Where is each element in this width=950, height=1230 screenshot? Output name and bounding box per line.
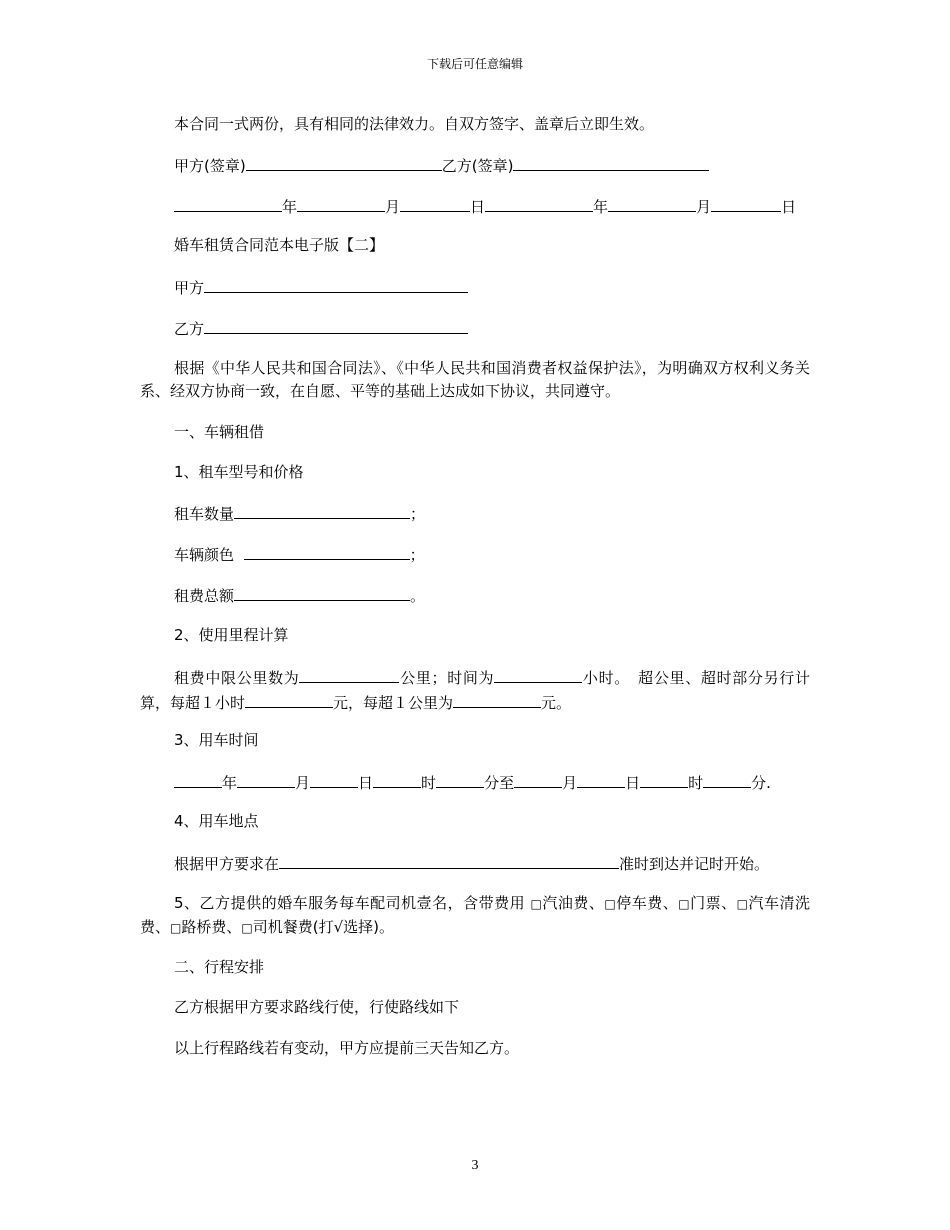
- time-year-label: 年: [222, 774, 238, 792]
- party-a-signature-blank: [246, 153, 442, 171]
- item-1-title: 1、租车型号和价格: [174, 463, 304, 481]
- section-2-title: 二、行程安排: [174, 958, 265, 976]
- rent-quantity-end: ；: [410, 505, 426, 523]
- wash-checkbox-icon: □: [736, 897, 749, 911]
- location-text-a: 根据甲方要求在: [174, 855, 280, 873]
- time-minute2-label: 分.: [751, 774, 771, 792]
- fuel-fee-label: 汽油费、: [542, 894, 605, 912]
- toll-checkbox-icon: □: [170, 921, 182, 935]
- party-a-signature-label: 甲方(签章): [174, 157, 246, 175]
- section-title: 婚车租赁合同范本电子版【二】: [174, 236, 385, 254]
- rent-quantity-label: 租车数量: [174, 505, 235, 523]
- mileage-text-e: 元。: [541, 694, 572, 712]
- intro-paragraph: 根据《中华人民共和国合同法》、《中华人民共和国消费者权益保护法》，为明确双方权利义务关系、经双方协商一致，在自愿、平等的基础上达成如下协议，共同遵守。: [140, 359, 810, 400]
- date-row: [174, 194, 810, 219]
- year-label-2: 年: [593, 198, 609, 216]
- item-3-title: 3、用车时间: [174, 731, 259, 749]
- services-paragraph: [140, 892, 810, 940]
- rent-quantity-row: [174, 501, 810, 526]
- year-blank-2: [485, 194, 593, 212]
- time-day2-label: 日: [625, 774, 641, 792]
- month-blank: [297, 194, 385, 212]
- year-blank: [174, 194, 282, 212]
- time-day-blank: [310, 770, 358, 788]
- meal-checkbox-icon: □: [241, 921, 253, 935]
- party-a-label: 甲方: [174, 279, 205, 297]
- car-color-end: ；: [409, 546, 425, 564]
- mileage-text-d: 元，每超１公里为: [333, 694, 454, 712]
- route-change-text: 以上行程路线若有变动，甲方应提前三天告知乙方。: [174, 1039, 520, 1057]
- extra-hour-fee-blank: [245, 690, 333, 708]
- time-month-label: 月: [295, 774, 311, 792]
- signature-row: [174, 153, 810, 178]
- section-1-title: 一、车辆租借: [174, 423, 265, 441]
- rent-quantity-blank: [234, 501, 410, 519]
- car-color-label: 车辆颜色: [174, 546, 235, 564]
- car-color-row: [174, 542, 810, 567]
- party-b-signature-blank: [513, 153, 709, 171]
- time-minute2-blank: [703, 770, 751, 788]
- party-b-blank: [204, 316, 468, 334]
- location-blank: [279, 851, 619, 869]
- time-month2-blank: [514, 770, 562, 788]
- time-year-blank: [174, 770, 222, 788]
- time-month2-label: 月: [562, 774, 578, 792]
- location-text-b: 准时到达并记时开始。: [619, 855, 770, 873]
- fuel-checkbox-icon: □: [530, 897, 543, 911]
- car-color-blank: [244, 542, 410, 560]
- route-text: 乙方根据甲方要求路线行使，行使路线如下: [174, 998, 460, 1016]
- time-day2-blank: [577, 770, 625, 788]
- mileage-text-c: 小时。 超公里、超时部分另行计算，每超１小时: [140, 669, 810, 712]
- toll-fee-label: 路桥费、: [181, 918, 242, 936]
- month-blank-2: [608, 194, 696, 212]
- time-hour-label: 时: [421, 774, 437, 792]
- party-b-label: 乙方: [174, 320, 205, 338]
- ticket-checkbox-icon: □: [678, 897, 691, 911]
- time-minute-blank: [436, 770, 484, 788]
- mileage-paragraph: [140, 665, 810, 715]
- time-hour2-blank: [640, 770, 688, 788]
- party-b-row: [174, 316, 810, 341]
- extra-km-fee-blank: [453, 690, 541, 708]
- hour-limit-blank: [494, 665, 582, 683]
- time-month-blank: [237, 770, 295, 788]
- km-limit-blank: [299, 665, 399, 683]
- party-a-blank: [204, 275, 468, 293]
- ticket-label: 门票、: [690, 894, 737, 912]
- time-hour-blank: [373, 770, 421, 788]
- mileage-text-b: 公里；时间为: [399, 669, 495, 687]
- car-wash-fee-label: 汽车清洗费、: [140, 894, 810, 936]
- month-label: 月: [385, 198, 401, 216]
- month-label-2: 月: [696, 198, 712, 216]
- driver-meal-label: 司机餐费(打√选择)。: [252, 918, 394, 936]
- page-number: 3: [471, 1158, 479, 1173]
- item-2-title: 2、使用里程计算: [174, 626, 289, 644]
- party-b-signature-label: 乙方(签章): [441, 157, 514, 175]
- location-row: [174, 851, 810, 876]
- day-blank: [400, 194, 470, 212]
- parking-checkbox-icon: □: [604, 897, 617, 911]
- mileage-text-a: 租费中限公里数为: [174, 669, 300, 687]
- item-4-title: 4、用车地点: [174, 812, 259, 830]
- party-a-row: [174, 275, 810, 300]
- page-header: 下载后可任意编辑: [426, 57, 523, 71]
- parking-fee-label: 停车费、: [616, 894, 679, 912]
- services-text: 5、乙方提供的婚车服务每车配司机壹名，含带费用: [174, 894, 526, 912]
- day-blank-2: [711, 194, 781, 212]
- time-day-label: 日: [358, 774, 374, 792]
- rent-total-row: [174, 583, 810, 608]
- time-row: [174, 770, 810, 795]
- rent-total-label: 租费总额: [174, 587, 235, 605]
- time-minute-to-label: 分至: [484, 774, 515, 792]
- day-label-2: 日: [781, 198, 797, 216]
- day-label: 日: [470, 198, 486, 216]
- rent-total-end: 。: [410, 587, 426, 605]
- rent-total-blank: [234, 583, 410, 601]
- effect-clause: 本合同一式两份，具有相同的法律效力。自双方签字、盖章后立即生效。: [174, 115, 655, 133]
- time-hour2-label: 时: [688, 774, 704, 792]
- year-label: 年: [282, 198, 298, 216]
